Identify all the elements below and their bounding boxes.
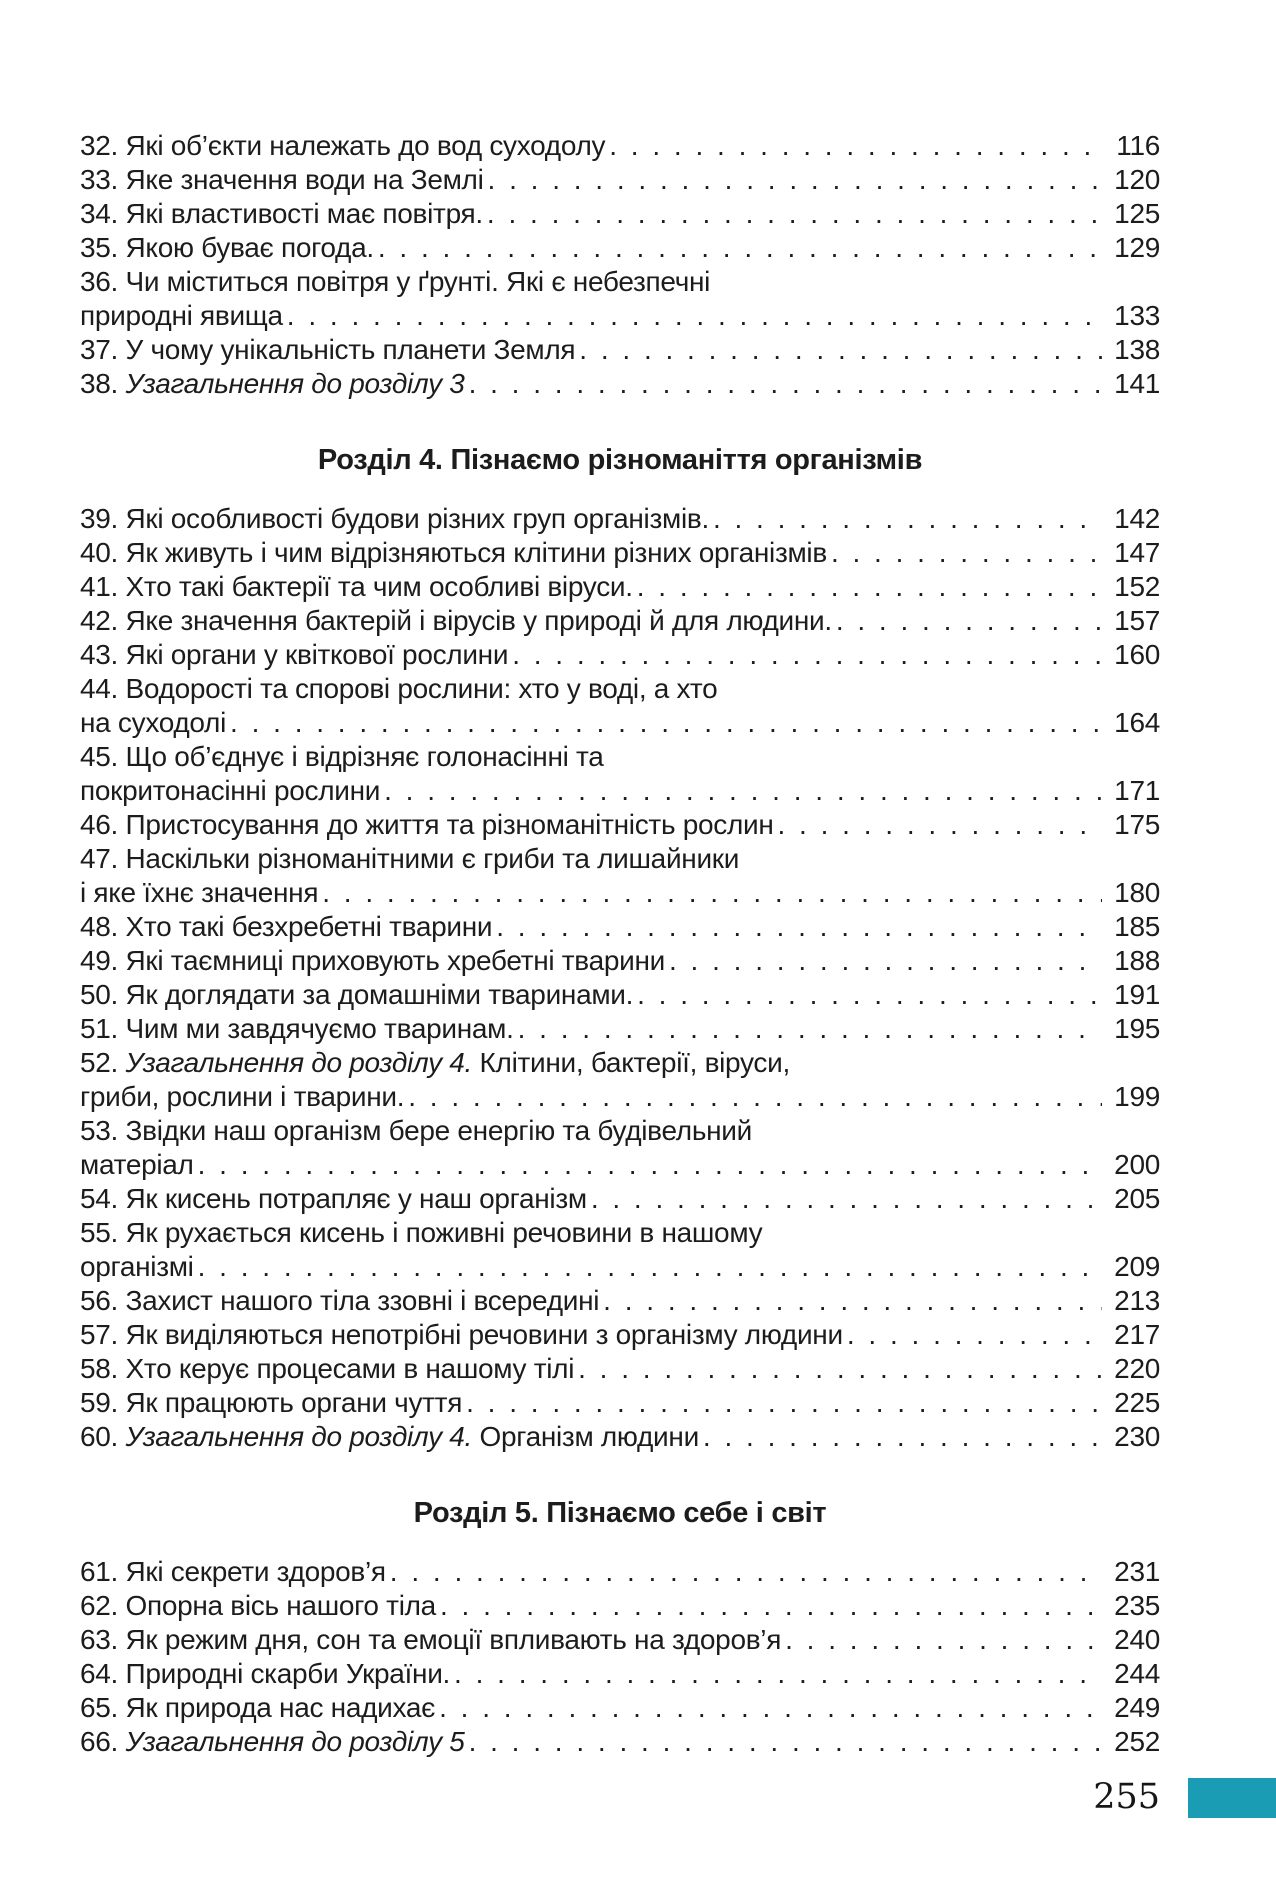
toc-entry-text-segment: 48. Хто такі безхребетні тварини	[80, 911, 493, 942]
leader-dots	[774, 808, 1103, 842]
leader-dots	[575, 333, 1102, 367]
page-number: 147	[1114, 537, 1160, 568]
toc-entry	[80, 1589, 1160, 1623]
toc-entry	[80, 638, 1160, 672]
toc-entry-text	[80, 1046, 790, 1080]
toc-entry-text-segment: 66.	[80, 1726, 126, 1757]
toc-entry	[80, 1555, 1160, 1589]
toc-entry-text	[80, 1623, 781, 1657]
toc-entry-text	[80, 1080, 404, 1114]
toc-entry-text-segment: 44. Водорості та спорові рослини: хто у воді, а хто	[80, 673, 718, 704]
page-number: 249	[1114, 1692, 1160, 1723]
toc-entry-line	[80, 1352, 1160, 1386]
toc-entry-text	[80, 808, 774, 842]
leader-dots	[386, 1555, 1102, 1589]
page-number: 213	[1114, 1285, 1160, 1316]
toc-entry	[80, 808, 1160, 842]
page-number: 225	[1114, 1387, 1160, 1418]
toc-entry-text-segment: 60.	[80, 1421, 126, 1452]
toc-entry	[80, 265, 1160, 333]
toc-entry-line	[80, 1216, 1160, 1250]
toc-entry-text-segment: 39. Які особливості будови різних груп організмів.	[80, 503, 709, 534]
toc-entry	[80, 944, 1160, 978]
page-number: 252	[1114, 1726, 1160, 1757]
page-number: 141	[1114, 368, 1160, 399]
toc-entry-text	[80, 333, 575, 367]
leader-dots	[709, 502, 1102, 536]
toc-entry	[80, 978, 1160, 1012]
toc-entry	[80, 1284, 1160, 1318]
toc-entry-text	[80, 1725, 465, 1759]
leader-dots	[827, 536, 1102, 570]
toc-entry-text-segment: 54. Як кисень потрапляє у наш організм	[80, 1183, 587, 1214]
toc-entry-line	[80, 265, 1160, 299]
toc-entry-text	[80, 536, 827, 570]
page-number: 164	[1114, 707, 1160, 738]
toc-entry-text	[80, 1182, 587, 1216]
leader-dots	[514, 1012, 1102, 1046]
toc-entry-text	[80, 129, 605, 163]
toc-entry	[80, 1216, 1160, 1284]
toc-entry-text-segment: 61. Які секрети здоров’я	[80, 1556, 386, 1587]
toc-entry-line	[80, 1589, 1160, 1623]
leader-dots	[508, 638, 1102, 672]
toc-entry-text-segment: 32. Які об’єкти належать до вод суходолу	[80, 130, 606, 161]
toc-entry-text	[80, 367, 465, 401]
page-number: 116	[1116, 130, 1160, 161]
toc-entry-text	[80, 299, 283, 333]
leader-dots	[465, 1725, 1102, 1759]
toc-entry-line	[80, 1182, 1160, 1216]
toc-entry-text-segment: 64. Природні скарби України.	[80, 1658, 451, 1689]
toc-entry	[80, 910, 1160, 944]
toc-entry-text	[80, 1284, 599, 1318]
toc-entry-line	[80, 1012, 1160, 1046]
toc-entry-text-segment: 49. Які таємниці приховують хребетні тварини	[80, 945, 665, 976]
toc-entry-text	[80, 604, 832, 638]
toc-entry-line	[80, 910, 1160, 944]
leader-dots	[665, 944, 1102, 978]
leader-dots	[574, 1352, 1102, 1386]
leader-dots	[374, 231, 1102, 265]
toc-entry	[80, 1623, 1160, 1657]
toc-entry-text-segment: 50. Як доглядати за домашніми тваринами.	[80, 979, 634, 1010]
page-number: 200	[1114, 1149, 1160, 1180]
page-number: 133	[1114, 300, 1160, 331]
page-number: 199	[1114, 1081, 1160, 1112]
toc-entry-text-segment: матеріал	[80, 1149, 194, 1180]
leader-dots	[435, 1691, 1102, 1725]
section-heading: Розділ 5. Пізнаємо себе і світ	[413, 1497, 827, 1529]
toc-entry-text	[80, 944, 665, 978]
toc-entry-line	[80, 299, 1160, 333]
toc-entry-line	[80, 1318, 1160, 1352]
toc-entry-text-italic: Узагальнення до розділу 4.	[125, 1047, 473, 1078]
page-number: 138	[1114, 334, 1160, 365]
leader-dots	[194, 1250, 1102, 1284]
toc-entry-text-segment: 57. Як виділяються непотрібні речовини з організму людини	[80, 1319, 843, 1350]
toc-entry-line	[80, 706, 1160, 740]
toc-entry	[80, 604, 1160, 638]
toc-entry-text	[80, 1012, 514, 1046]
toc-entry-text	[80, 1318, 843, 1352]
toc-entry	[80, 197, 1160, 231]
leader-dots	[492, 910, 1102, 944]
toc-entry-text-segment: природні явища	[80, 300, 283, 331]
toc	[80, 129, 1160, 1759]
toc-entry	[80, 1420, 1160, 1454]
toc-entry	[80, 1386, 1160, 1420]
toc-entry	[80, 536, 1160, 570]
footer-page-number: 255	[1093, 1777, 1160, 1817]
page-number: 205	[1114, 1183, 1160, 1214]
toc-entry-line	[80, 1284, 1160, 1318]
leader-dots	[699, 1420, 1102, 1454]
toc-entry-text-segment: 56. Захист нашого тіла ззовні і всередині	[80, 1285, 600, 1316]
toc-entry-text	[80, 842, 739, 876]
leader-dots	[465, 367, 1102, 401]
leader-dots	[843, 1318, 1102, 1352]
toc-entry-text-segment: 43. Які органи у квіткової рослини	[80, 639, 509, 670]
toc-entry	[80, 231, 1160, 265]
toc-entry-line	[80, 1623, 1160, 1657]
footer-accent-bar	[1188, 1778, 1276, 1818]
toc-entry-line	[80, 1148, 1160, 1182]
toc-entry-line	[80, 1691, 1160, 1725]
toc-entry-text	[80, 502, 709, 536]
page-number: 235	[1114, 1590, 1160, 1621]
toc-entry-text	[80, 1420, 699, 1454]
toc-entry-text-segment: організмі	[80, 1251, 194, 1282]
toc-entry-text	[80, 197, 483, 231]
toc-entry	[80, 1012, 1160, 1046]
page-number: 244	[1114, 1658, 1160, 1689]
toc-entry-text-segment: Клітини, бактерії, віруси,	[472, 1047, 790, 1078]
leader-dots	[599, 1284, 1102, 1318]
toc-entry-line	[80, 367, 1160, 401]
toc-entry-text-segment: 38.	[80, 368, 126, 399]
leader-dots	[781, 1623, 1102, 1657]
leader-dots	[283, 299, 1102, 333]
toc-entry-text-segment: 40. Як живуть і чим відрізняються клітини різних організмів	[80, 537, 827, 568]
toc-entry	[80, 842, 1160, 910]
toc-entry	[80, 1182, 1160, 1216]
page-number: 175	[1114, 809, 1160, 840]
toc-entry	[80, 570, 1160, 604]
page-number: 157	[1114, 605, 1160, 636]
toc-entry	[80, 1725, 1160, 1759]
page-number: 230	[1114, 1421, 1160, 1452]
toc-entry-text	[80, 1657, 450, 1691]
toc-entry-text-segment: 55. Як рухається кисень і поживні речовини в нашому	[80, 1217, 763, 1248]
toc-entry-text	[80, 163, 484, 197]
toc-entry	[80, 1352, 1160, 1386]
leader-dots	[194, 1148, 1102, 1182]
leader-dots	[380, 774, 1102, 808]
toc-entry-text-italic: Узагальнення до розділу 3	[125, 368, 465, 399]
toc-entry-text	[80, 231, 374, 265]
toc-entry-text-segment: і яке їхнє значення	[80, 877, 319, 908]
toc-entry	[80, 163, 1160, 197]
page-number: 191	[1114, 979, 1160, 1010]
page-number: 195	[1114, 1013, 1160, 1044]
toc-entry	[80, 1046, 1160, 1114]
toc-entry-line	[80, 774, 1160, 808]
toc-entry-text-segment: 36. Чи міститься повітря у ґрунті. Які є небезпечні	[80, 266, 711, 297]
toc-entry-text-segment: 41. Хто такі бактерії та чим особливі віруси.	[80, 571, 633, 602]
toc-entry-line	[80, 1386, 1160, 1420]
page-number: 231	[1114, 1556, 1160, 1587]
toc-entry	[80, 333, 1160, 367]
toc-entry-text-segment: 53. Звідки наш організм бере енергію та будівельний	[80, 1115, 752, 1146]
page-number: 209	[1114, 1251, 1160, 1282]
toc-entry-text	[80, 978, 633, 1012]
leader-dots	[605, 129, 1102, 163]
toc-entry-text-segment: 37. У чому унікальність планети Земля	[80, 334, 576, 365]
toc-entry-text	[80, 638, 508, 672]
leader-dots	[450, 1657, 1102, 1691]
toc-entry-text-segment: 63. Як режим дня, сон та емоції впливають на здоров’я	[80, 1624, 782, 1655]
toc-entry-text	[80, 774, 380, 808]
toc-entry	[80, 129, 1160, 163]
toc-entry-text	[80, 1216, 762, 1250]
toc-entry-text-segment: 33. Яке значення води на Землі	[80, 164, 484, 195]
section-heading: Розділ 4. Пізнаємо різноманіття організмів	[317, 444, 923, 476]
toc-entry-text	[80, 1691, 435, 1725]
toc-entry-line	[80, 1046, 1160, 1080]
toc-entry-text-segment: 51. Чим ми завдячуємо тваринам.	[80, 1013, 514, 1044]
leader-dots	[633, 978, 1102, 1012]
toc-entry	[80, 367, 1160, 401]
toc-entry-text	[80, 570, 633, 604]
page-number: 180	[1114, 877, 1160, 908]
toc-entry-line	[80, 536, 1160, 570]
toc-entry-line	[80, 978, 1160, 1012]
toc-entry-line	[80, 163, 1160, 197]
toc-entry	[80, 1657, 1160, 1691]
toc-entry-text-segment: 47. Наскільки різноманітними є гриби та лишайники	[80, 843, 740, 874]
toc-entry-text	[80, 706, 226, 740]
leader-dots	[462, 1386, 1102, 1420]
toc-entry	[80, 740, 1160, 808]
toc-entry-text	[80, 672, 717, 706]
toc-entry-line	[80, 1725, 1160, 1759]
page-number: 220	[1114, 1353, 1160, 1384]
toc-entry-line	[80, 638, 1160, 672]
toc-entry-text-segment: 42. Яке значення бактерій і вірусів у природі й для людини.	[80, 605, 832, 636]
toc-entry-line	[80, 1250, 1160, 1284]
leader-dots	[483, 197, 1102, 231]
toc-entry-text	[80, 265, 710, 299]
toc-entry-line	[80, 842, 1160, 876]
toc-entry-line	[80, 197, 1160, 231]
toc-entry-text-segment: Організм людини	[472, 1421, 699, 1452]
toc-entry-text-segment: 52.	[80, 1047, 126, 1078]
page-number: 129	[1114, 232, 1160, 263]
page-number: 217	[1114, 1319, 1160, 1350]
page-number: 240	[1114, 1624, 1160, 1655]
toc-entry-text-segment: 34. Які властивості має повітря.	[80, 198, 483, 229]
toc-entry-text	[80, 1386, 462, 1420]
toc-entry-text-segment: 62. Опорна вісь нашого тіла	[80, 1590, 436, 1621]
toc-entry	[80, 1114, 1160, 1182]
toc-entry-text-italic: Узагальнення до розділу 4.	[125, 1421, 473, 1452]
leader-dots	[404, 1080, 1102, 1114]
toc-entry-line	[80, 1657, 1160, 1691]
leader-dots	[226, 706, 1102, 740]
page-number: 120	[1114, 164, 1160, 195]
toc-entry-text	[80, 1114, 752, 1148]
toc-entry-text	[80, 1148, 194, 1182]
toc-entry-text-segment: 58. Хто керує процесами в нашому тілі	[80, 1353, 575, 1384]
page-number: 152	[1114, 571, 1160, 602]
toc-entry-line	[80, 672, 1160, 706]
leader-dots	[587, 1182, 1102, 1216]
toc-entry-text	[80, 910, 492, 944]
toc-entry-line	[80, 808, 1160, 842]
toc-entry-line	[80, 231, 1160, 265]
toc-entry-text	[80, 1555, 386, 1589]
page-number: 171	[1114, 775, 1160, 806]
toc-entry-text	[80, 740, 604, 774]
toc-entry-text-italic: Узагальнення до розділу 5	[125, 1726, 465, 1757]
toc-entry-text	[80, 876, 318, 910]
toc-entry-line	[80, 1080, 1160, 1114]
leader-dots	[633, 570, 1102, 604]
toc-entry-text	[80, 1352, 574, 1386]
toc-entry-line	[80, 944, 1160, 978]
toc-entry-text	[80, 1250, 194, 1284]
toc-entry-line	[80, 740, 1160, 774]
toc-entry-line	[80, 570, 1160, 604]
page-number: 160	[1114, 639, 1160, 670]
leader-dots	[436, 1589, 1102, 1623]
toc-entry-text-segment: на суходолі	[80, 707, 227, 738]
page-number: 185	[1114, 911, 1160, 942]
toc-entry-text-segment: 46. Пристосування до життя та різноманітність рослин	[80, 809, 774, 840]
toc-entry-line	[80, 876, 1160, 910]
toc-entry	[80, 1318, 1160, 1352]
toc-entry-line	[80, 1555, 1160, 1589]
toc-entry-line	[80, 333, 1160, 367]
toc-entry-text-segment: покритонасінні рослини	[80, 775, 381, 806]
toc-entry-line	[80, 604, 1160, 638]
toc-entry-text	[80, 1589, 436, 1623]
toc-entry-text-segment: гриби, рослини і тварини.	[80, 1081, 405, 1112]
toc-entry	[80, 672, 1160, 740]
toc-entry-line	[80, 502, 1160, 536]
leader-dots	[832, 604, 1102, 638]
leader-dots	[318, 876, 1102, 910]
leader-dots	[484, 163, 1102, 197]
page-number: 142	[1114, 503, 1160, 534]
toc-entry-line	[80, 129, 1160, 163]
toc-entry-text-segment: 35. Якою буває погода.	[80, 232, 374, 263]
page-number: 125	[1114, 198, 1160, 229]
toc-entry-line	[80, 1114, 1160, 1148]
toc-entry	[80, 502, 1160, 536]
toc-entry	[80, 1691, 1160, 1725]
toc-entry-line	[80, 1420, 1160, 1454]
toc-entry-text-segment: 59. Як працюють органи чуття	[80, 1387, 463, 1418]
toc-entry-text-segment: 65. Як природа нас надихає	[80, 1692, 436, 1723]
toc-entry-text-segment: 45. Що об’єднує і відрізняє голонасінні та	[80, 741, 604, 772]
page-number: 188	[1114, 945, 1160, 976]
